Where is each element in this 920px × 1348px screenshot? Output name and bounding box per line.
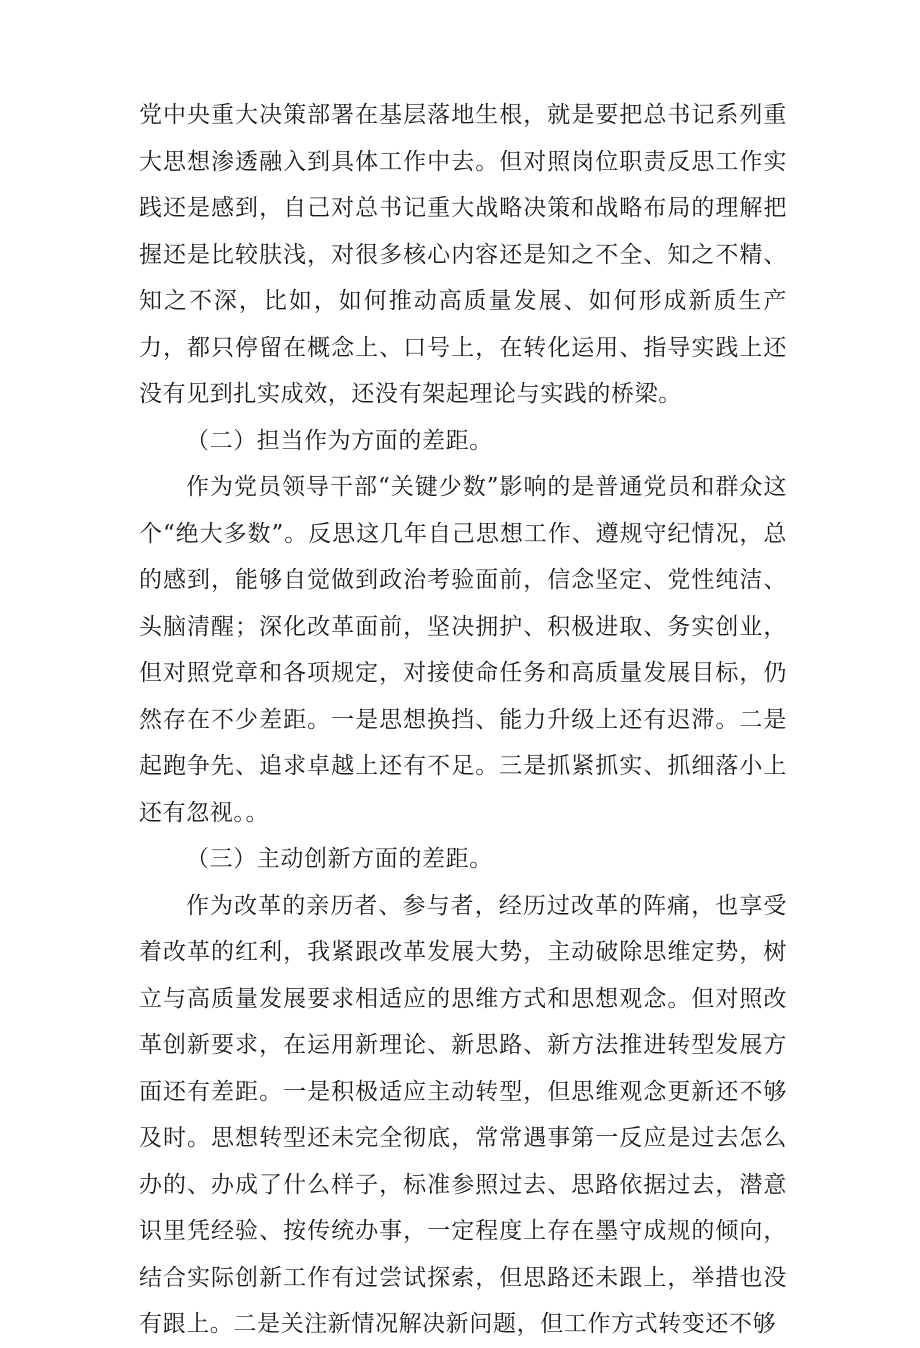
body-paragraph: 作为党员领导干部“关键少数”影响的是普通党员和群众这个“绝大多数”。反思这几年自己思想工作、遵规守纪情况，总的感到，能够自觉做到政治考验面前，信念坚定、党性纯洁、头脑清醒；深化改革面前，坚决拥护、积极进取、务实创业，但对照党章和各项规定，对接使命任务和高质量发展目标，仍然存在不少差距。一是思想换挡、能力升级上还有迟滞。二是起跑争先、追求卓越上还有不足。三是抓紧抓实、抓细落小上还有忽视。。 [139, 474, 787, 826]
document-page [139, 92, 787, 1348]
section-heading-3: （三）主动创新方面的差距。 [186, 846, 493, 872]
body-paragraph: 作为改革的亲历者、参与者，经历过改革的阵痛，也享受着改革的红利，我紧跟改革发展大势，主动破除思维定势，树立与高质量发展要求相适应的思维方式和思想观念。但对照改革创新要求，在运用新理论、新思路、新方法推进转型发展方面还有差距。一是积极适应主动转型，但思维观念更新还不够及时。思想转型还未完全彻底，常常遇事第一反应是过去怎么办的、办成了什么样子，标准参照过去、思路依据过去，潜意识里凭经验、按传统办事，一定程度上存在墨守成规的倾向，结合实际创新工作有过尝试探索，但思路还未跟上，举措也没有跟上。二是关注新情况解决新问题，但工作方式转变还不够 [139, 892, 787, 1337]
body-paragraph-continued: 党中央重大决策部署在基层落地生根，就是要把总书记系列重大思想渗透融入到具体工作中去。但对照岗位职责反思工作实践还是感到，自己对总书记重大战略决策和战略布局的理解把握还是比较肤浅，对很多核心内容还是知之不全、知之不精、知之不深，比如，如何推动高质量发展、如何形成新质生产力，都只停留在概念上、口号上，在转化运用、指导实践上还没有见到扎实成效，还没有架起理论与实践的桥梁。 [139, 102, 787, 407]
section-heading-2: （二）担当作为方面的差距。 [186, 427, 493, 454]
